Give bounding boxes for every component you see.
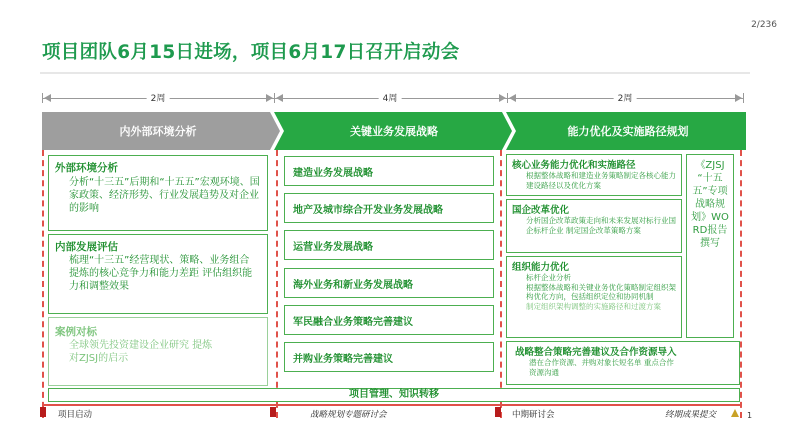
internal-evaluation-box xyxy=(48,234,268,314)
strategy-item-1 xyxy=(284,156,494,186)
external-analysis-title: 外部环境分析 xyxy=(55,162,118,174)
title-divider xyxy=(40,72,750,74)
milestone-line-1 xyxy=(42,150,44,418)
strategy-item-label: 运营业务发展战略 xyxy=(293,242,373,253)
integration-body: 潜在合作资源、并购对象长短名单 重点合作资源沟通 xyxy=(529,358,674,377)
benchmark-title: 案例对标 xyxy=(55,326,97,338)
internal-evaluation-body-2: 提炼的核心竞争力和能力差距 评估组织能力和调整效果 xyxy=(69,268,253,292)
org-capability-title: 组织能力优化 xyxy=(512,262,570,273)
bottom-bar-text: 项目管理、知识转移 xyxy=(349,389,439,400)
corner-mark: 1 xyxy=(747,411,753,420)
page-number: 2/236 xyxy=(751,20,777,30)
milestone-4: 终期成果提交 xyxy=(665,410,717,420)
strategy-item-label: 并购业务策略完善建议 xyxy=(293,354,393,365)
arrow-right-icon xyxy=(735,94,742,102)
arrow-left-icon xyxy=(276,94,283,102)
timeline-label-2: 4周 xyxy=(379,91,402,104)
internal-evaluation-body-1: 梳理“十三五”经营现状、策略、业务组合 xyxy=(69,255,250,266)
milestone-3: 中期研讨会 xyxy=(512,410,555,420)
timeline-tick xyxy=(507,93,508,103)
timeline-tick xyxy=(274,93,275,103)
report-text: 《ZJSJ “十五五”专项战略规划》WORD报告撰写 xyxy=(691,160,729,249)
org-capability-body-1: 标杆企业分析 xyxy=(526,273,571,282)
strategy-item-2 xyxy=(284,193,494,223)
strategy-item-label: 海外业务和新业务发展战略 xyxy=(293,280,413,291)
milestone-2: 战略规划专题研讨会 xyxy=(310,410,387,420)
milestone-marker-icon xyxy=(495,407,501,417)
phase-header-1: 内外部环境分析 xyxy=(119,125,197,138)
page-title: 项目团队6月15日进场，项目6月17日召开启动会 xyxy=(42,42,460,63)
core-capability-title: 核心业务能力优化和实施路径 xyxy=(512,160,636,171)
strategy-item-6 xyxy=(284,342,494,372)
timeline xyxy=(42,90,744,110)
timeline-tick xyxy=(42,93,43,103)
strategy-item-5 xyxy=(284,305,494,335)
milestone-line-3 xyxy=(500,150,502,418)
org-capability-box xyxy=(506,256,682,338)
org-capability-body-2: 根据整体战略和关键业务优化策略制定组织架构优化方向，包括组织定位和协同机制 xyxy=(526,282,676,301)
soe-reform-title: 国企改革优化 xyxy=(512,205,570,216)
core-capability-body: 根据整体战略和建造业务策略制定各核心能力建设路径以及优化方案 xyxy=(526,171,676,190)
phase-header-2: 关键业务发展战略 xyxy=(350,125,438,138)
benchmark-box xyxy=(48,317,268,386)
strategy-item-label: 地产及城市综合开发业务发展战略 xyxy=(293,205,443,216)
core-capability-box xyxy=(506,154,682,196)
arrow-right-icon xyxy=(266,94,273,102)
arrow-left-icon xyxy=(44,94,51,102)
milestone-1: 项目启动 xyxy=(58,410,93,420)
integration-box xyxy=(506,341,740,385)
milestone-rule xyxy=(42,404,742,406)
strategy-item-label: 军民融合业务策略完善建议 xyxy=(293,317,413,328)
milestone-line-4 xyxy=(740,150,742,418)
strategy-item-label: 建造业务发展战略 xyxy=(293,168,373,179)
milestone-marker-icon xyxy=(40,407,46,417)
external-analysis-box xyxy=(48,155,268,231)
timeline-label-1: 2周 xyxy=(147,91,170,104)
arrow-left-icon xyxy=(509,94,516,102)
external-analysis-body: 分析“十三五”后期和“十五五”宏观环境、国家政策、经济形势、行业发展趋势及对企业的影响 xyxy=(69,177,260,214)
soe-reform-box xyxy=(506,199,682,253)
milestone-line-2 xyxy=(276,150,278,418)
benchmark-body: 全球领先投资建设企业研究 提炼对ZJSJ的启示 xyxy=(69,340,213,364)
strategy-item-3 xyxy=(284,230,494,260)
internal-evaluation-title: 内部发展评估 xyxy=(55,241,118,253)
timeline-label-3: 2周 xyxy=(614,91,637,104)
soe-reform-body: 分析国企改革政策走向和未来发展对标行业国企标杆企业 制定国企改革策略方案 xyxy=(526,216,676,235)
arrow-right-icon xyxy=(499,94,506,102)
phase-header-3: 能力优化及实施路径规划 xyxy=(567,125,689,138)
milestone-marker-icon xyxy=(270,407,276,417)
milestone-triangle-icon xyxy=(731,409,739,417)
integration-title: 战略整合策略完善建议及合作资源导入 xyxy=(515,347,677,358)
strategy-item-4 xyxy=(284,268,494,298)
report-box xyxy=(686,154,734,338)
timeline-tick xyxy=(743,93,744,103)
org-capability-body-3: 制定组织架构调整的实施路径和过渡方案 xyxy=(526,301,661,311)
